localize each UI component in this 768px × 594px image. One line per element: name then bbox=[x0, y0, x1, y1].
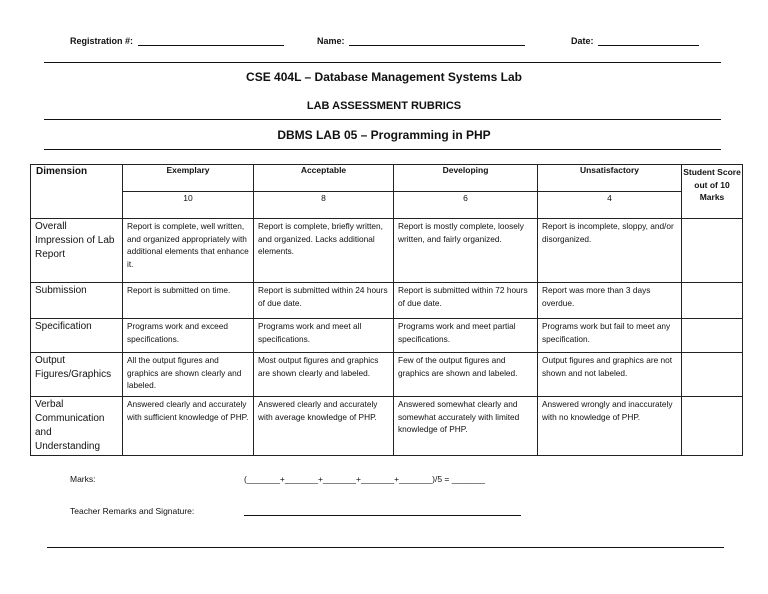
course-title: CSE 404L – Database Management Systems Lab bbox=[246, 70, 522, 84]
score-header: Student Score out of 10 Marks bbox=[682, 165, 743, 219]
assessment-title: LAB ASSESSMENT RUBRICS bbox=[306, 100, 462, 112]
level-header-acceptable: Acceptable bbox=[254, 165, 394, 192]
dimension-header: Dimension bbox=[31, 165, 123, 219]
table-row bbox=[31, 283, 743, 319]
header-row-points bbox=[31, 192, 743, 219]
level-header-unsatisfactory: Unsatisfactory bbox=[538, 165, 682, 192]
table-row bbox=[31, 319, 743, 353]
criteria-cell: Report is submitted on time. bbox=[123, 283, 254, 319]
divider bbox=[44, 119, 721, 120]
criteria-cell: Report is complete, briefly written, and organized. Lacks additional elements. bbox=[254, 219, 394, 283]
table-row bbox=[31, 397, 743, 456]
header-row-levels bbox=[31, 165, 743, 192]
level-header-developing: Developing bbox=[394, 165, 538, 192]
points-developing: 6 bbox=[394, 192, 538, 219]
criteria-cell: Report is mostly complete, loosely written, and fairly organized. bbox=[394, 219, 538, 283]
marks-formula[interactable]: (_______+_______+_______+_______+_______)/5 = _______ bbox=[244, 474, 485, 484]
score-cell[interactable] bbox=[682, 283, 743, 319]
criteria-cell: Programs work and meet partial specifications. bbox=[394, 319, 538, 353]
points-unsatisfactory: 4 bbox=[538, 192, 682, 219]
criteria-cell: Most output figures and graphics are shown clearly and labeled. bbox=[254, 353, 394, 397]
name-label: Name: bbox=[317, 36, 345, 46]
score-cell[interactable] bbox=[682, 319, 743, 353]
divider bbox=[44, 149, 721, 150]
criteria-cell: Answered clearly and accurately with average knowledge of PHP. bbox=[254, 397, 394, 456]
table-row bbox=[31, 219, 743, 283]
name-field bbox=[317, 36, 525, 46]
points-acceptable: 8 bbox=[254, 192, 394, 219]
signature-line[interactable] bbox=[244, 515, 521, 516]
criteria-cell: Programs work and meet all specifications. bbox=[254, 319, 394, 353]
header-row bbox=[0, 36, 768, 50]
remarks-label: Teacher Remarks and Signature: bbox=[70, 506, 195, 516]
criteria-cell: Report is incomplete, sloppy, and/or disorganized. bbox=[538, 219, 682, 283]
level-header-exemplary: Exemplary bbox=[123, 165, 254, 192]
criteria-cell: Answered wrongly and inaccurately with no knowledge of PHP. bbox=[538, 397, 682, 456]
criteria-cell: Programs work but fail to meet any specification. bbox=[538, 319, 682, 353]
date-field bbox=[571, 36, 699, 46]
dimension-cell: Submission bbox=[31, 283, 123, 319]
points-exemplary: 10 bbox=[123, 192, 254, 219]
lab-title: DBMS LAB 05 – Programming in PHP bbox=[277, 128, 491, 142]
dimension-cell: Verbal Communication and Understanding bbox=[31, 397, 123, 456]
score-cell[interactable] bbox=[682, 397, 743, 456]
date-label: Date: bbox=[571, 36, 594, 46]
criteria-cell: Output figures and graphics are not shown and not labeled. bbox=[538, 353, 682, 397]
criteria-cell: Report was more than 3 days overdue. bbox=[538, 283, 682, 319]
table-row bbox=[31, 353, 743, 397]
bottom-divider bbox=[47, 547, 724, 548]
registration-field bbox=[70, 36, 284, 46]
registration-label: Registration #: bbox=[70, 36, 134, 46]
registration-blank[interactable] bbox=[138, 36, 284, 46]
criteria-cell: Few of the output figures and graphics are shown and labeled. bbox=[394, 353, 538, 397]
criteria-cell: Report is submitted within 72 hours of due date. bbox=[394, 283, 538, 319]
criteria-cell: Programs work and exceed specifications. bbox=[123, 319, 254, 353]
criteria-cell: Report is submitted within 24 hours of due date. bbox=[254, 283, 394, 319]
dimension-cell: Specification bbox=[31, 319, 123, 353]
criteria-cell: Answered clearly and accurately with sufficient knowledge of PHP. bbox=[123, 397, 254, 456]
criteria-cell: All the output figures and graphics are shown clearly and labeled. bbox=[123, 353, 254, 397]
score-cell[interactable] bbox=[682, 353, 743, 397]
divider bbox=[44, 62, 721, 63]
name-blank[interactable] bbox=[349, 36, 525, 46]
criteria-cell: Answered somewhat clearly and somewhat accurately with limited knowledge of PHP. bbox=[394, 397, 538, 456]
rubric-table bbox=[30, 164, 743, 456]
score-cell[interactable] bbox=[682, 219, 743, 283]
date-blank[interactable] bbox=[598, 36, 699, 46]
criteria-cell: Report is complete, well written, and organized appropriately with additional elements that enhance it. bbox=[123, 219, 254, 283]
dimension-cell: Overall Impression of Lab Report bbox=[31, 219, 123, 283]
dimension-cell: Output Figures/Graphics bbox=[31, 353, 123, 397]
marks-label: Marks: bbox=[70, 474, 96, 484]
